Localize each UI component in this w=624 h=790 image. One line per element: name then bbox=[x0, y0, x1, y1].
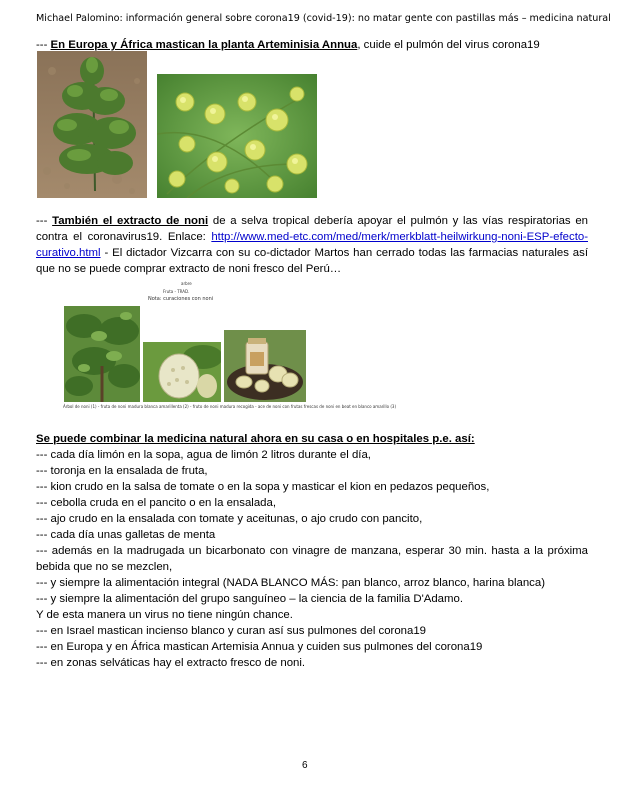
list-item: --- en zonas selváticas hay el extracto fresco de noni. bbox=[36, 657, 306, 669]
list-item: Y de esta manera un virus no tiene ningún chance. bbox=[36, 609, 293, 621]
artemisia-heading: En Europa y África mastican la planta Arteminisia Annua bbox=[50, 39, 358, 51]
noni-paragraph bbox=[36, 213, 588, 277]
noni-heading: También el extracto de noni bbox=[52, 215, 209, 227]
combine-heading: Se puede combinar la medicina natural ahora en su casa o en hospitales p.e. así: bbox=[36, 433, 475, 445]
noni-link[interactable]: http://www.med-etc.com/med/merk/merkblatt-heilwirkung-noni-ESP-efecto-curativo.html bbox=[36, 231, 588, 259]
noni-text-1: de a selva tropical debería apoyar el pulmón y las vías respiratorias en contra el coronavirus19. Enlace: bbox=[36, 215, 589, 243]
figure-caption-top: Nota: curaciones con noni bbox=[148, 296, 214, 302]
artemisia-plant-photo bbox=[37, 51, 147, 198]
noni-extract-photo bbox=[224, 330, 306, 402]
page-number: 6 bbox=[302, 760, 308, 771]
dash: --- bbox=[36, 39, 51, 51]
list-item: --- ajo crudo en la ensalada con tomate y aceitunas, o ajo crudo con pancito, bbox=[36, 513, 423, 525]
noni-fruit-photo bbox=[143, 342, 221, 402]
noni-tree-photo bbox=[64, 306, 140, 402]
list-item: --- y siempre la alimentación integral (NADA BLANCO MÁS: pan blanco, arroz blanco, harina blanca) bbox=[36, 577, 546, 589]
list-item-long: --- además en la madrugada un bicarbonato con vinagre de manzana, esperar 30 min. hasta a la próxima bebida que no se mezclen, bbox=[36, 545, 588, 573]
list-item: --- cada día limón en la sopa, agua de limón 2 litros durante el día, bbox=[36, 449, 371, 461]
list-item: --- y siempre la alimentación del grupo sanguíneo – la ciencia de la familia D'Adamo. bbox=[36, 593, 464, 605]
dash: --- bbox=[36, 215, 53, 227]
list-item: --- en Europa y en África mastican Artemisia Annua y cuiden sus pulmones del corona19 bbox=[36, 641, 483, 653]
artemisia-rest: , cuide el pulmón del virus corona19 bbox=[357, 39, 540, 51]
list-item: --- en Israel mastican incienso blanco y curan así sus pulmones del corona19 bbox=[36, 625, 427, 637]
list-item: --- kion crudo en la salsa de tomate o en la sopa y masticar el kion en pedazos pequeños, bbox=[36, 481, 490, 493]
list-item: --- toronja en la ensalada de fruta, bbox=[36, 465, 208, 477]
list-item: --- cada día unas galletas de menta bbox=[36, 529, 216, 541]
figure-small-label-1: arbre bbox=[181, 281, 192, 286]
artemisia-flowers-photo bbox=[157, 74, 317, 198]
noni-text-2: - El dictador Vizcarra con su co-dictador Martos han cerrado todas las farmacias naturales así que no se puede comprar extracto de noni fresco del Perú… bbox=[36, 247, 588, 275]
list-item: --- cebolla cruda en el pancito o en la ensalada, bbox=[36, 497, 276, 509]
page-header: Michael Palomino: información general sobre corona19 (covid-19): no matar gente con pastillas más – medicina natural bbox=[36, 13, 611, 24]
figure-small-label-2: Fruta - TRAD. bbox=[163, 289, 190, 294]
figure-caption-bottom: Árbol de noni (1) - fruta de noni madura blanca amarillenta (2) - fruto de noni madura recogida - ace de noni con frutas frescas de noni en beat en blanco amarillo (3) bbox=[63, 404, 397, 409]
